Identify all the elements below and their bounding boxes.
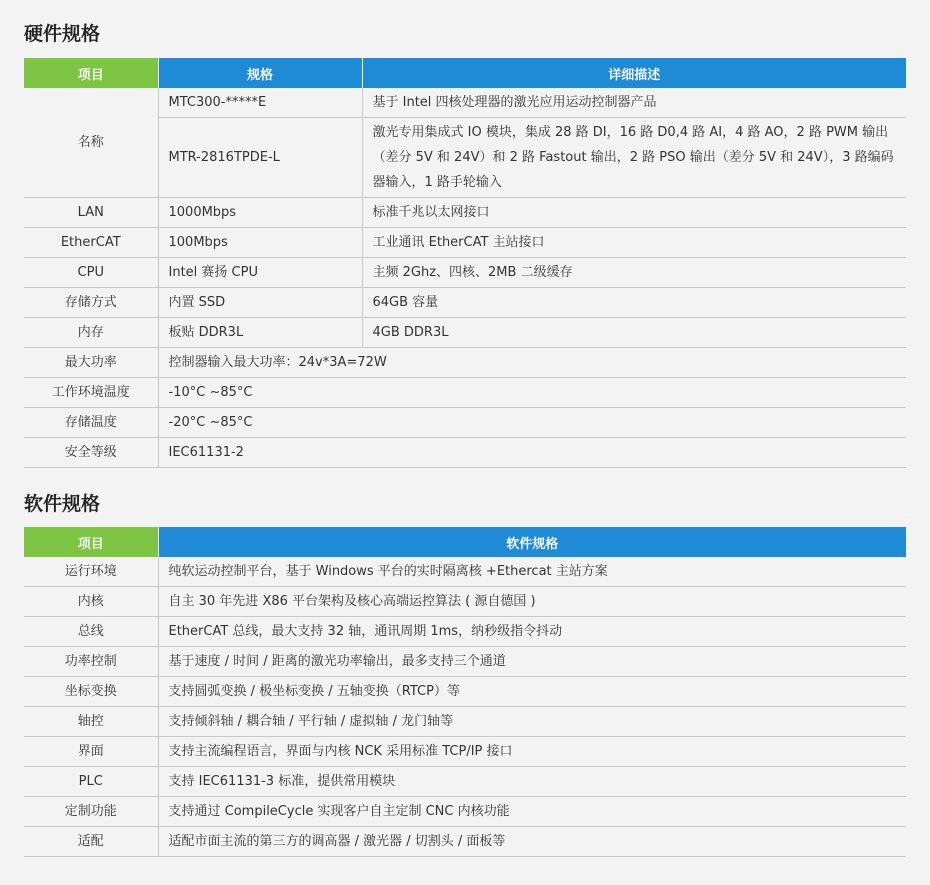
row-spec: 控制器输入最大功率：24v*3A=72W <box>158 348 906 378</box>
row-spec: 支持倾斜轴 / 耦合轴 / 平行轴 / 虚拟轴 / 龙门轴等 <box>158 707 906 737</box>
row-name: 运行环境 <box>24 557 158 587</box>
table-row <box>24 438 906 468</box>
table-row <box>24 767 906 797</box>
header-description: 详细描述 <box>362 58 906 88</box>
row-spec: 内置 SSD <box>158 288 362 318</box>
row-spec: MTC300-*****E <box>158 88 362 118</box>
row-description: 主频 2Ghz、四核、2MB 二级缓存 <box>362 258 906 288</box>
row-name: 内核 <box>24 587 158 617</box>
hardware-header-row <box>24 58 906 88</box>
software-section-title: 软件规格 <box>24 493 101 515</box>
hardware-section-title: 硬件规格 <box>24 23 101 45</box>
row-spec: 支持圆弧变换 / 极坐标变换 / 五轴变换（RTCP）等 <box>158 677 906 707</box>
table-row <box>24 677 906 707</box>
table-row <box>24 378 906 408</box>
row-description: 64GB 容量 <box>362 288 906 318</box>
row-name: 名称 <box>24 88 158 198</box>
hardware-spec-table <box>24 58 906 468</box>
row-spec: 适配市面主流的第三方的调高器 / 激光器 / 切割头 / 面板等 <box>158 827 906 857</box>
row-spec: 支持通过 CompileCycle 实现客户自主定制 CNC 内核功能 <box>158 797 906 827</box>
row-spec: EtherCAT 总线，最大支持 32 轴，通讯周期 1ms，纳秒级指令抖动 <box>158 617 906 647</box>
table-row <box>24 408 906 438</box>
row-name: LAN <box>24 198 158 228</box>
row-spec: 板贴 DDR3L <box>158 318 362 348</box>
row-spec: 支持主流编程语言，界面与内核 NCK 采用标准 TCP/IP 接口 <box>158 737 906 767</box>
table-row <box>24 797 906 827</box>
table-row <box>24 318 906 348</box>
header-item: 项目 <box>24 58 158 88</box>
table-row <box>24 617 906 647</box>
table-row <box>24 737 906 767</box>
table-row <box>24 587 906 617</box>
row-description: 激光专用集成式 IO 模块，集成 28 路 DI，16 路 D0,4 路 AI，4 路 AO，2 路 PWM 输出（差分 5V 和 24V）和 2 路 Fastout 输出，2 路 PSO 输出（差分 5V 和 24V），3 路编码器输入，1 路手轮输入 <box>362 118 906 198</box>
row-description: 标准千兆以太网接口 <box>362 198 906 228</box>
table-row <box>24 288 906 318</box>
row-name: CPU <box>24 258 158 288</box>
row-spec: 纯软运动控制平台，基于 Windows 平台的实时隔离核 +Ethercat 主站方案 <box>158 557 906 587</box>
row-spec: -10°C ~85°C <box>158 378 906 408</box>
row-name: 总线 <box>24 617 158 647</box>
row-name: 定制功能 <box>24 797 158 827</box>
row-spec: IEC61131-2 <box>158 438 906 468</box>
table-row <box>24 228 906 258</box>
row-name: 适配 <box>24 827 158 857</box>
header-software-spec: 软件规格 <box>158 527 906 557</box>
table-row <box>24 827 906 857</box>
row-name: 存储温度 <box>24 408 158 438</box>
row-name: 安全等级 <box>24 438 158 468</box>
row-description: 4GB DDR3L <box>362 318 906 348</box>
software-header-row <box>24 527 906 557</box>
table-row <box>24 707 906 737</box>
row-spec: 1000Mbps <box>158 198 362 228</box>
row-spec: MTR-2816TPDE-L <box>158 118 362 198</box>
row-name: 存储方式 <box>24 288 158 318</box>
table-row <box>24 88 906 118</box>
row-name: 功率控制 <box>24 647 158 677</box>
table-row <box>24 258 906 288</box>
row-name: EtherCAT <box>24 228 158 258</box>
row-spec: 自主 30 年先进 X86 平台架构及核心高端运控算法 ( 源自德国 ) <box>158 587 906 617</box>
row-spec: 基于速度 / 时间 / 距离的激光功率输出，最多支持三个通道 <box>158 647 906 677</box>
table-row <box>24 348 906 378</box>
header-item: 项目 <box>24 527 158 557</box>
row-name: 工作环境温度 <box>24 378 158 408</box>
table-row <box>24 198 906 228</box>
row-name: PLC <box>24 767 158 797</box>
row-name: 轴控 <box>24 707 158 737</box>
row-description: 基于 Intel 四核处理器的激光应用运动控制器产品 <box>362 88 906 118</box>
row-name: 内存 <box>24 318 158 348</box>
row-name: 坐标变换 <box>24 677 158 707</box>
row-description: 工业通讯 EtherCAT 主站接口 <box>362 228 906 258</box>
table-row <box>24 557 906 587</box>
row-name: 最大功率 <box>24 348 158 378</box>
row-spec: 支持 IEC61131-3 标准，提供常用模块 <box>158 767 906 797</box>
row-spec: -20°C ~85°C <box>158 408 906 438</box>
row-name: 界面 <box>24 737 158 767</box>
table-row <box>24 647 906 677</box>
row-spec: 100Mbps <box>158 228 362 258</box>
header-spec: 规格 <box>158 58 362 88</box>
row-spec: Intel 赛扬 CPU <box>158 258 362 288</box>
software-spec-table <box>24 527 906 857</box>
